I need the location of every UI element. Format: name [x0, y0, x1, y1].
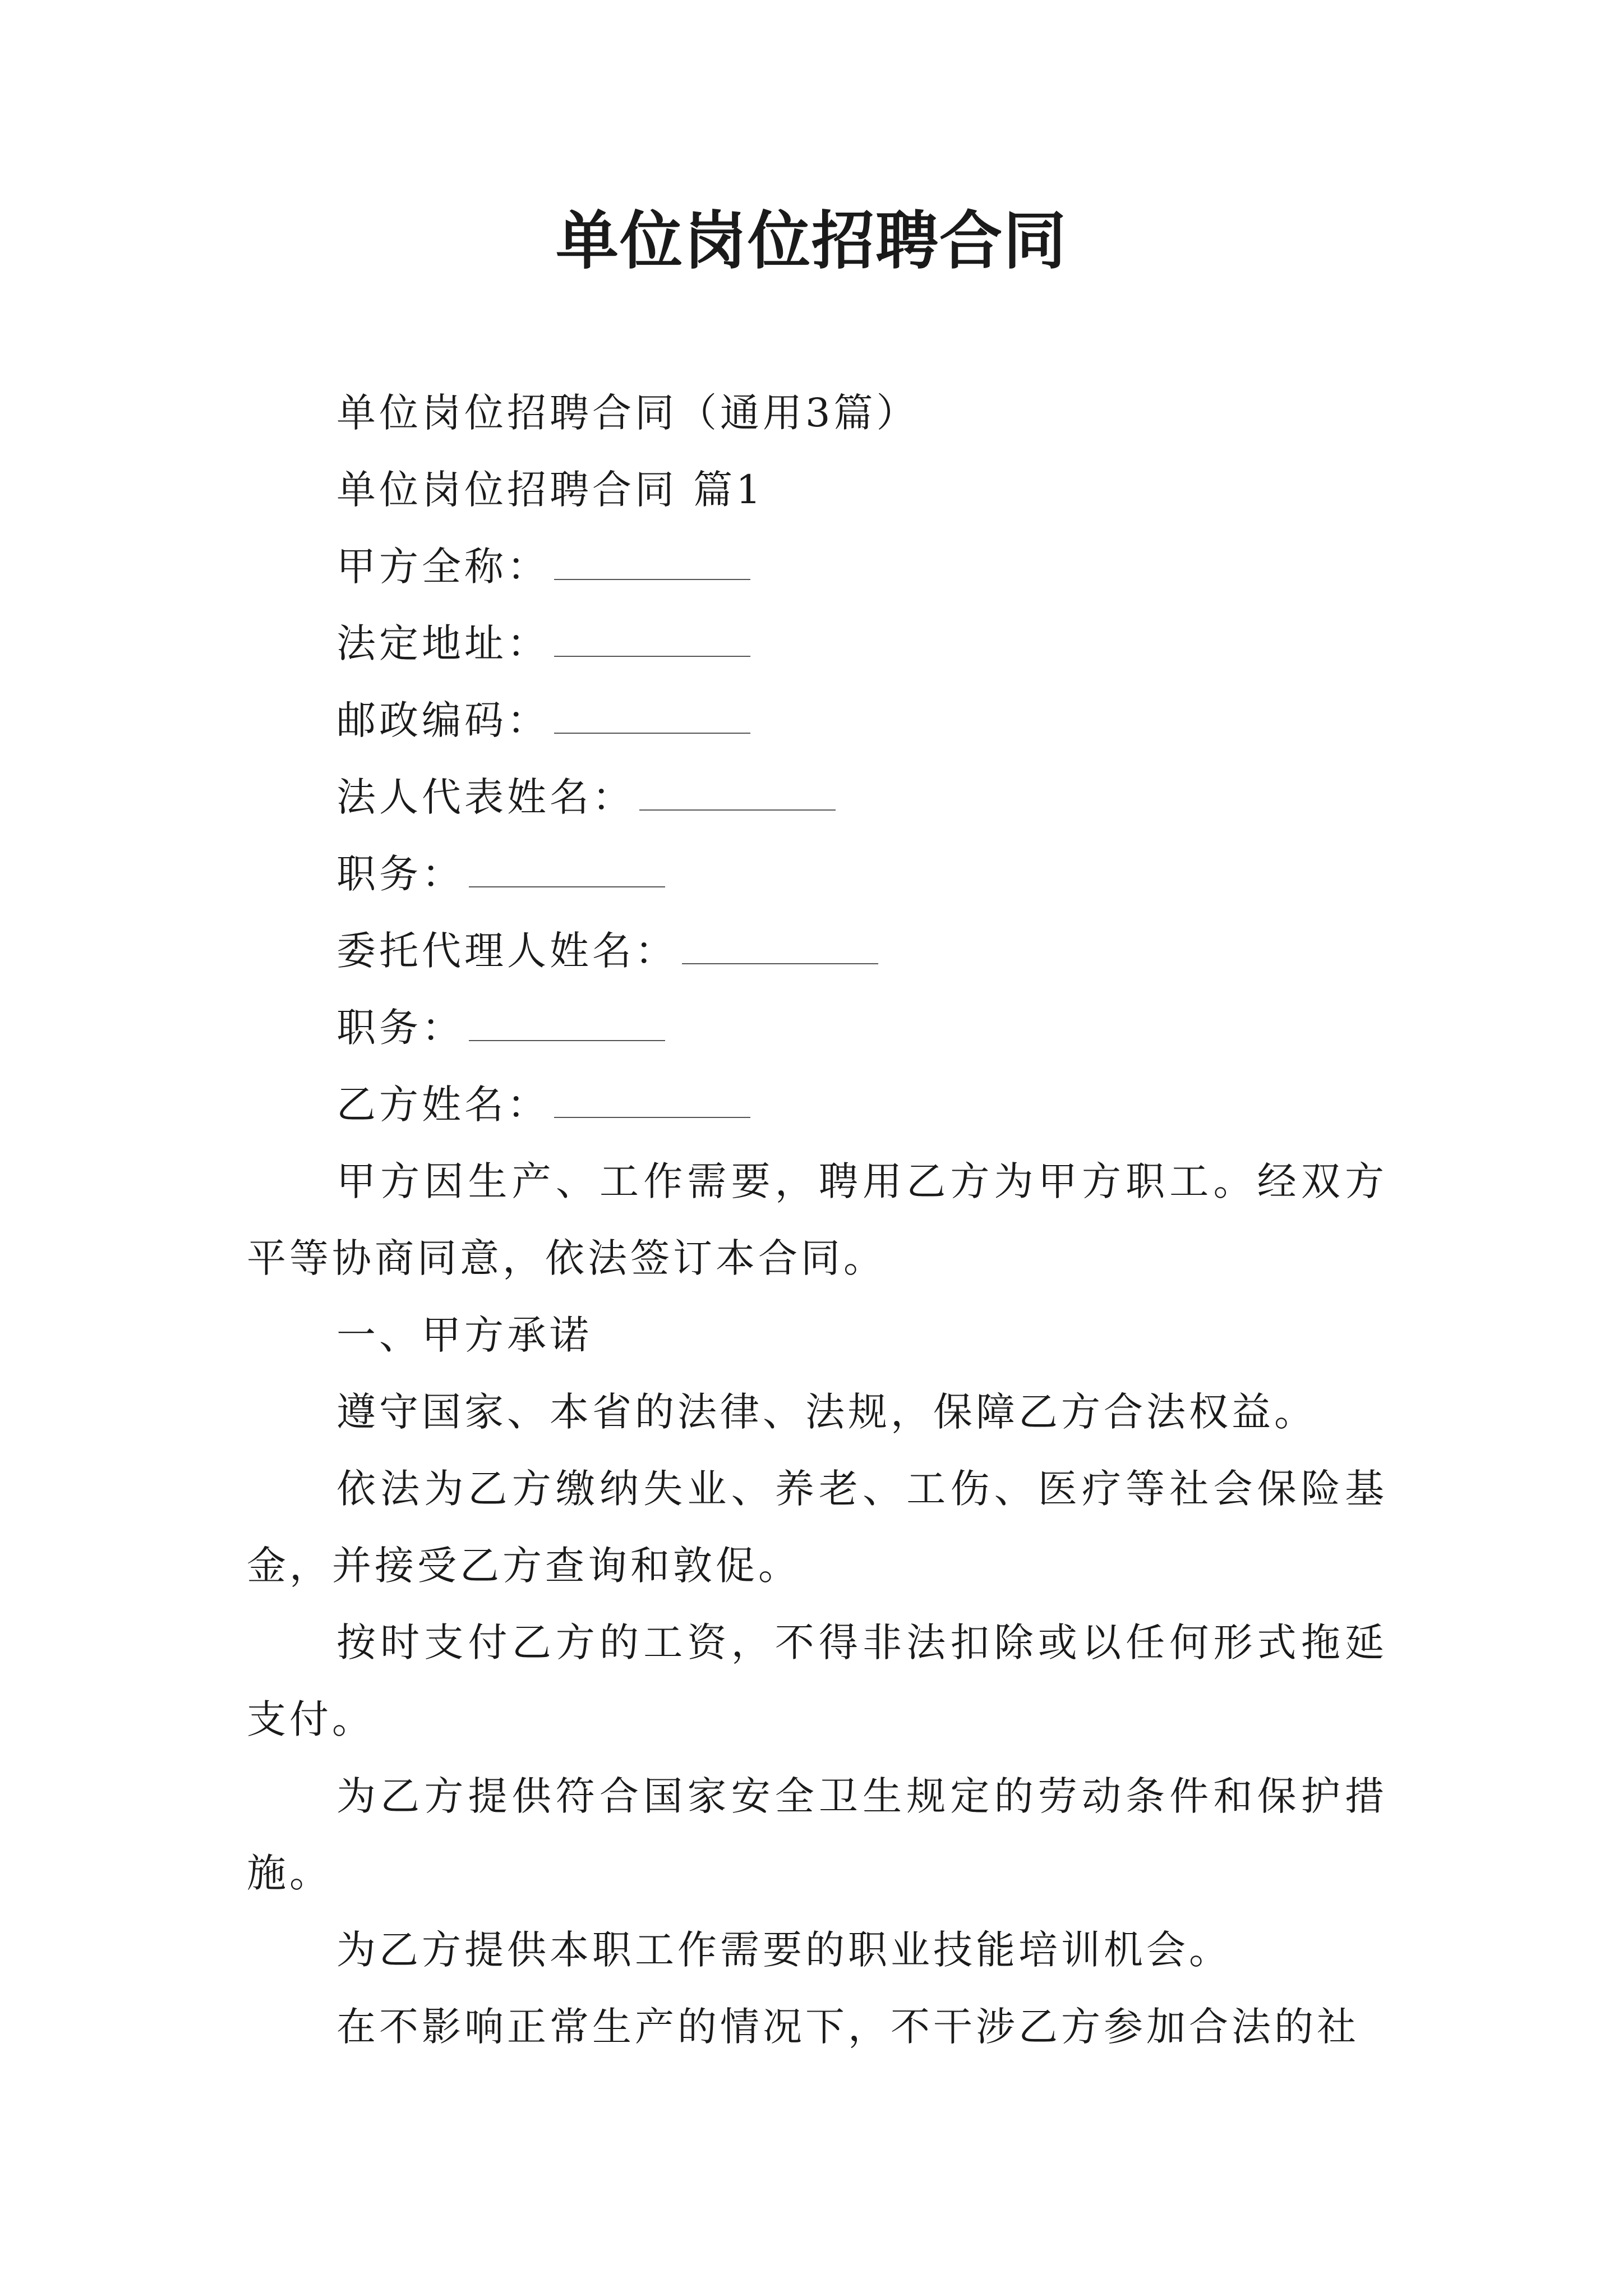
field-postal-code — [247, 682, 1387, 759]
field-position-1 — [247, 836, 1387, 913]
field-label: 委托代理人姓名： — [336, 928, 677, 974]
clause-heading: 一、甲方承诺 — [336, 1312, 592, 1358]
paragraph: 在不影响正常生产的情况下，不干涉乙方参加合法的社 — [336, 2004, 1359, 2050]
field-agent-name — [247, 913, 1387, 990]
field-label: 职务： — [336, 851, 464, 897]
document-title: 单位岗位招聘合同 — [556, 204, 1067, 278]
blank-line — [469, 847, 665, 887]
field-label: 乙方姓名： — [336, 1082, 550, 1128]
paragraph: 为乙方提供本职工作需要的职业技能培训机会。 — [336, 1927, 1232, 1973]
field-label: 邮政编码： — [336, 697, 550, 743]
blank-line — [639, 770, 836, 811]
document-body — [247, 375, 1387, 2065]
paragraph-intro: 甲方因生产、工作需要，聘用乙方为甲方职工。经双方平等协商同意，依法签订本合同。 — [247, 1158, 1387, 1281]
field-label: 甲方全称： — [336, 544, 550, 590]
blank-line — [554, 693, 750, 734]
field-party-a-name — [247, 528, 1387, 605]
field-label: 职务： — [336, 1005, 464, 1051]
field-party-b-name — [247, 1066, 1387, 1143]
paragraph: 依法为乙方缴纳失业、养老、工伤、医疗等社会保险基金，并接受乙方查询和敦促。 — [247, 1466, 1387, 1589]
blank-line — [554, 616, 750, 657]
blank-line — [554, 540, 750, 580]
blank-line — [554, 1078, 750, 1118]
paragraph: 为乙方提供符合国家安全卫生规定的劳动条件和保护措施。 — [247, 1773, 1387, 1896]
field-position-2 — [247, 990, 1387, 1066]
field-legal-representative — [247, 759, 1387, 836]
field-label: 法定地址： — [336, 620, 550, 666]
field-label: 法人代表姓名： — [336, 774, 635, 820]
document-subtitle: 单位岗位招聘合同（通用3篇） — [336, 390, 919, 436]
blank-line — [469, 1001, 665, 1041]
section-heading: 单位岗位招聘合同 篇1 — [336, 467, 764, 513]
paragraph: 遵守国家、本省的法律、法规，保障乙方合法权益。 — [336, 1389, 1317, 1435]
blank-line — [682, 924, 878, 964]
paragraph: 按时支付乙方的工资，不得非法扣除或以任何形式拖延支付。 — [247, 1619, 1387, 1742]
field-legal-address — [247, 605, 1387, 682]
